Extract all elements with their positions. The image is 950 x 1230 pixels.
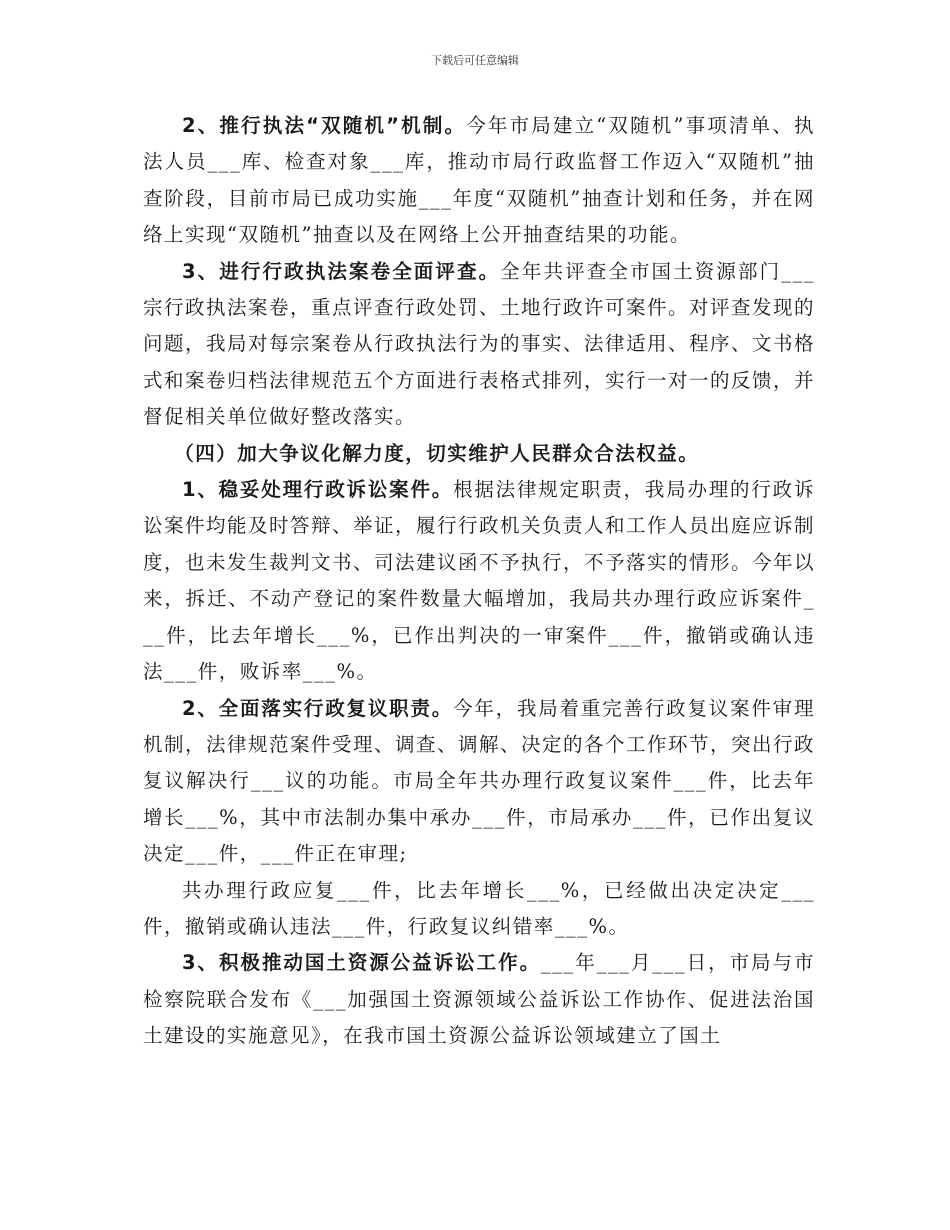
- paragraph-heading: 3、积极推动国土资源公益诉讼工作。: [182, 951, 542, 975]
- paragraph-case-review: [143, 254, 815, 436]
- paragraph-litigation: [143, 472, 815, 690]
- paragraph-heading: 1、稳妥处理行政诉讼案件。: [182, 478, 454, 502]
- paragraph-reconsideration: [143, 691, 815, 873]
- page-header: 下载后可任意编辑: [431, 54, 519, 67]
- paragraph-text: 根据法律规定职责，我局办理的行政诉讼案件均能及时答辩、举证，履行行政机关负责人和工作人员出庭应诉制度，也未发生裁判文书、司法建议函不予执行，不予落实的情形。今年以来，拆迁、不动产登记的案件数量大幅增加，我局共办理行政应诉案件___件，比去年增长___%，已作出判决的一审案件___件，撤销或确认违法___件，败诉率___%。: [143, 478, 816, 684]
- paragraph-reconsideration-stats: [143, 873, 815, 946]
- paragraph-text: 今年市局建立“双随机”事项清单、执法人员___库、检查对象___库，推动市局行政监督工作迈入“双随机”抽查阶段，目前市局已成功实施___年度“双随机”抽查计划和任务，并在网络上实现“双随机”抽查以及在网络上公开抽查结果的功能。: [143, 114, 815, 247]
- section-heading: [143, 436, 815, 472]
- paragraph-heading: 2、推行执法“双随机”机制。: [182, 114, 467, 137]
- paragraph-text: ___年___月___日，市局与市检察院联合发布《___加强国土资源领域公益诉讼工作协作、促进法治国土建设的实施意见》，在我市国土资源公益诉讼领域建立了国土: [143, 951, 815, 1048]
- paragraph-text: 全年共评查全市国土资源部门___宗行政执法案卷，重点评查行政处罚、土地行政许可案件。对评查发现的问题，我局对每宗案卷从行政执法行为的事实、法律适用、程序、文书格式和案卷归档法律规范五个方面进行表格式排列，实行一对一的反馈，并督促相关单位做好整改落实。: [143, 259, 816, 429]
- paragraph-text: 共办理行政应复___件，比去年增长___%，已经做出决定决定___件，撤销或确认违法___件，行政复议纠错率___%。: [143, 878, 815, 938]
- paragraph-double-random: [143, 108, 815, 254]
- section-title: （四）加大争议化解力度，切实维护人民群众合法权益。: [174, 441, 700, 465]
- paragraph-text: 今年，我局着重完善行政复议案件审理机制，法律规范案件受理、调查、调解、决定的各个工作环节，突出行政复议解决行___议的功能。市局全年共办理行政复议案件___件，比去年增长___%，其中市法制办集中承办___件，市局承办___件，已作出复议决定___件，___件正在审理;: [143, 696, 816, 866]
- paragraph-public-interest: [143, 945, 815, 1054]
- paragraph-heading: 3、进行行政执法案卷全面评查。: [182, 259, 501, 283]
- paragraph-heading: 2、全面落实行政复议职责。: [182, 696, 454, 720]
- document-body: [143, 108, 815, 1055]
